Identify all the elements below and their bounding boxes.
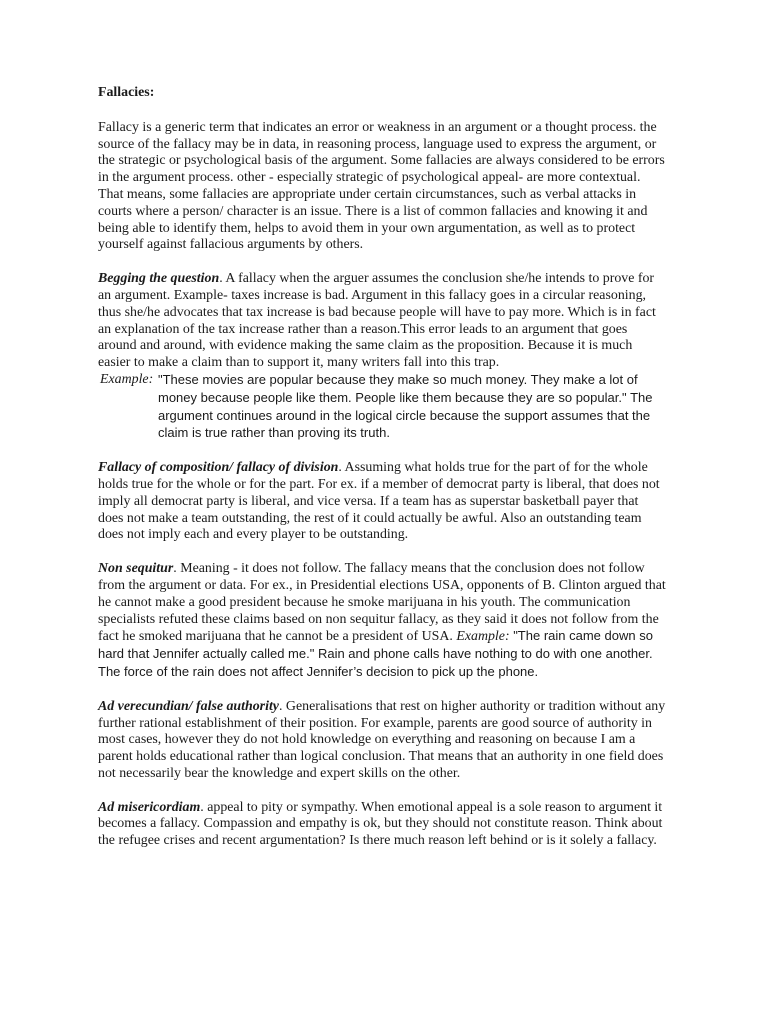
intro-paragraph: Fallacy is a generic term that indicates an error or weakness in an argument or a thought process. the source of the fallacy may be in data, in reasoning process, language used to express the argument, or the strategic or psychological basis of the argument. Some fallacies are always considered to be errors in the argument process. other - especially strategic of psychological appeal- are more contextual. That means, some fallacies are appropriate under certain circumstances, such as verbal attacks in courts where a person/ character is an issue. There is a list of common fallacies and knowing it and being able to identify them, helps to avoid them in your own argumentation, as well as to protect yourself against fallacious arguments by others. (98, 119, 665, 253)
document-title: Fallacies: (98, 85, 155, 100)
example-label: Example: (100, 371, 154, 387)
section-ad-misericordiam (98, 800, 666, 850)
section-composition-division (98, 460, 666, 544)
section-begging-the-question (98, 271, 666, 372)
section-text: . A fallacy when the arguer assumes the conclusion she/he intends to prove for an argument. Example- taxes increase is bad. Argument in this fallacy goes in a circular reasoning, thus she/he advocates that tax increase is bad because people will have to pay more. Which is in fact an explanation of the tax increase rather than a reason.This error leads to an argument that goes around and around, with evidence making the same claim as the proposition. Because it is much easier to make a claim than to support it, many writers fall into this trap. (98, 271, 656, 371)
document-page (98, 85, 666, 867)
section-term: Fallacy of composition/ fallacy of division (98, 460, 339, 476)
example-quote: "These movies are popular because they make so much money. They make a lot of money because people like them. People like them because they are so popular." (158, 371, 638, 405)
section-non-sequitur (98, 561, 666, 682)
section-text: . Generalisations that rest on higher authority or tradition without any further rational establishment of their position. For example, parents are good source of authority in most cases, however they do not hold knowledge on everything and reasoning on because I am a parent holds educational rather than logical conclusion. That means that an authority in one field does not necessarily bear the knowledge and expert skills on the other. (98, 698, 666, 781)
section-term: Ad verecundian/ false authority (98, 698, 279, 714)
example-block (98, 372, 666, 443)
example-label: Example: (456, 629, 510, 645)
section-term: Ad misericordiam (98, 799, 201, 815)
example-quote: "The rain came down so hard that Jennifer actually called me." Rain and phone calls have nothing to do with one another. The force of the rain does not affect Jennifer’s decision to pick up the phone. (98, 628, 653, 679)
section-text: . appeal to pity or sympathy. When emotional appeal is a sole reason to argument it becomes a fallacy. Compassion and empathy is ok, but they should not constitute reason. Think about the refugee crises and recent argumentation? Is there much reason left behind or is it solely a fallacy. (98, 799, 663, 849)
section-text: . Meaning - it does not follow. The fallacy means that the conclusion does not follow from the argument or data. For ex., in Presidential elections USA, opponents of B. Clinton argued that he cannot make a good president because he smoke marijuana in his youth. The communication specialists refuted these claims based on non sequitur fallacy, as they said it does not follow from the fact he smoked marijuana that he cannot be a president of USA. (98, 561, 666, 645)
section-term: Non sequitur (98, 561, 174, 577)
section-text: . Assuming what holds true for the part of for the whole holds true for the whole or for the part. For ex. if a member of democrat party is liberal, that does not imply all democrat party is liberal, and vice versa. If a team has as superstar basketball payer that does not make a team outstanding, the rest of it could actually be awful. Also an outstanding team does not imply each and every player to be outstanding. (98, 460, 660, 543)
section-term: Begging the question (98, 271, 220, 287)
section-false-authority (98, 699, 666, 783)
example-explanation: The argument continues around in the logical circle because the support assumes that the claim is true rather than proving its truth. (158, 389, 653, 441)
